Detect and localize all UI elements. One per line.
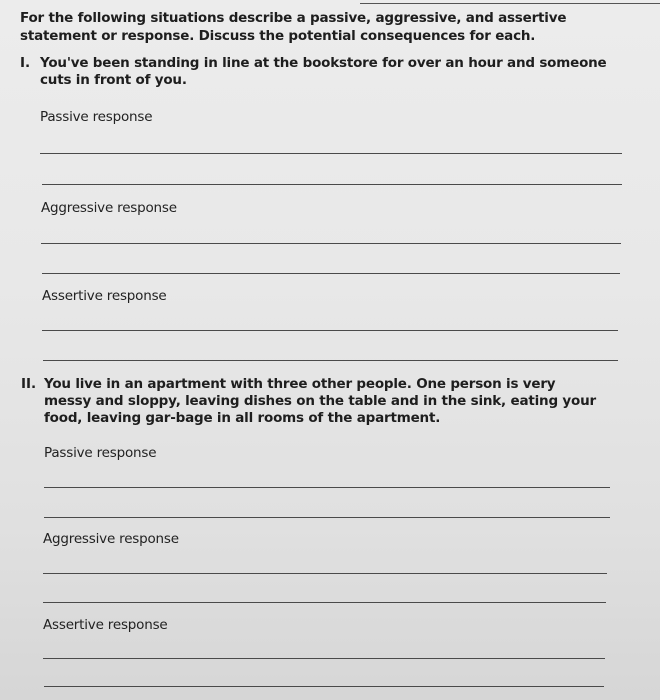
q2-aggressive-answer-line-1[interactable]: [43, 573, 607, 574]
q1-passive-answer-line-1[interactable]: [40, 153, 622, 154]
q1-assertive-label: Assertive response: [42, 288, 167, 304]
q1-assertive-answer-line-2[interactable]: [43, 360, 618, 361]
q2-passive-label: Passive response: [44, 445, 157, 461]
q2-assertive-answer-line-2[interactable]: [44, 686, 604, 687]
q2-passive-answer-line-2[interactable]: [44, 517, 610, 518]
q2-aggressive-answer-line-2[interactable]: [43, 602, 606, 603]
q2-aggressive-label: Aggressive response: [43, 531, 179, 547]
q2-assertive-answer-line-1[interactable]: [43, 658, 605, 659]
top-rule: [360, 3, 660, 4]
q1-assertive-answer-line-1[interactable]: [42, 330, 618, 331]
q1-aggressive-answer-line-2[interactable]: [42, 273, 620, 274]
q1-aggressive-answer-line-1[interactable]: [41, 243, 621, 244]
question-1-number: I.: [20, 55, 31, 71]
q2-assertive-label: Assertive response: [43, 617, 168, 633]
instructions-text: For the following situations describe a passive, aggressive, and assertive statement or response. Discuss the potential consequences for each.: [20, 10, 567, 44]
question-1-text: You've been standing in line at the bookstore for over an hour and someone cuts in front of you.: [40, 55, 607, 88]
question-2-text: You live in an apartment with three other people. One person is very messy and sloppy, leaving dishes on the table and in the sink, eating your food, leaving gar-bage in all rooms of the apartment.: [44, 376, 596, 426]
question-2-number: II.: [21, 376, 37, 392]
q2-passive-answer-line-1[interactable]: [44, 487, 610, 488]
q1-passive-label: Passive response: [40, 109, 153, 125]
q1-aggressive-label: Aggressive response: [41, 200, 177, 216]
q1-passive-answer-line-2[interactable]: [42, 184, 622, 185]
